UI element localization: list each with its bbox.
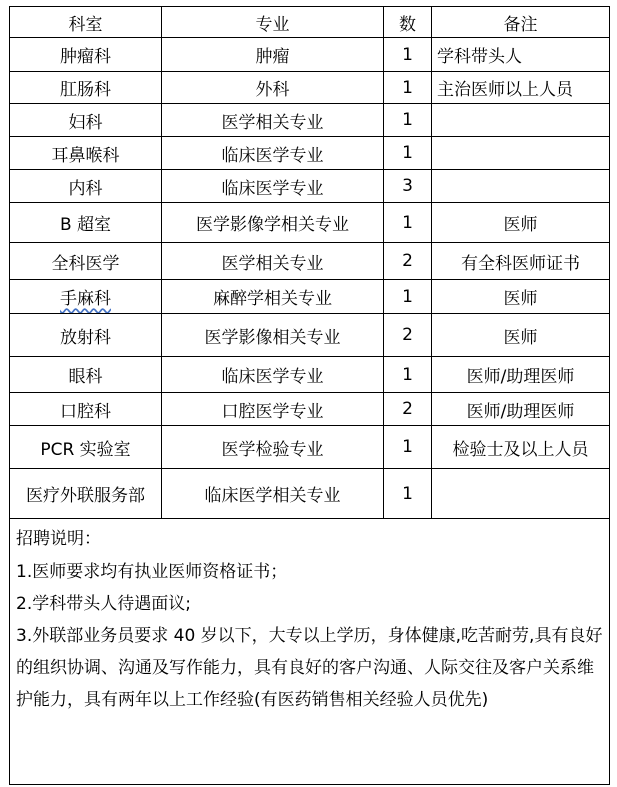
- remark-cell: 医师: [432, 280, 610, 314]
- remark-cell: 检验士及以上人员: [432, 426, 610, 469]
- note-item-1: 1.医师要求均有执业医师资格证书；: [16, 562, 288, 582]
- recruitment-notes: [10, 519, 610, 785]
- count-cell: 1: [384, 426, 432, 469]
- table-row: [10, 137, 610, 170]
- count-cell: 1: [384, 137, 432, 170]
- table-row: [10, 469, 610, 519]
- count-cell: 1: [384, 72, 432, 104]
- dept-cell: B 超室: [10, 203, 162, 243]
- remark-cell: [432, 469, 610, 519]
- count-cell: 2: [384, 243, 432, 280]
- header-count: 数: [384, 7, 432, 38]
- major-cell: 口腔医学专业: [162, 393, 384, 426]
- header-remark: 备注: [432, 7, 610, 38]
- major-cell: 临床医学专业: [162, 170, 384, 203]
- major-cell: 医学检验专业: [162, 426, 384, 469]
- remark-cell: [432, 137, 610, 170]
- major-cell: 医学影像学相关专业: [162, 203, 384, 243]
- dept-cell: 妇科: [10, 104, 162, 137]
- remark-cell: 有全科医师证书: [432, 243, 610, 280]
- note-item-3: 3.外联部业务员要求 40 岁以下，大专以上学历，身体健康,吃苦耐劳,具有良好的组织协调、沟通及写作能力，具有良好的客户沟通、人际交往及客户关系维护能力，具有两年以上工作经验(有医药销售相关经验人员优先): [16, 626, 603, 710]
- major-cell: 临床医学专业: [162, 137, 384, 170]
- note-item-2: 2.学科带头人待遇面议;: [16, 594, 191, 614]
- table-row: [10, 314, 610, 357]
- remark-cell: 主治医师以上人员: [432, 72, 610, 104]
- table-row: [10, 280, 610, 314]
- recruitment-table: [9, 6, 610, 785]
- notes-row: [10, 519, 610, 785]
- major-cell: 麻醉学相关专业: [162, 280, 384, 314]
- count-cell: 1: [384, 104, 432, 137]
- dept-cell: 医疗外联服务部: [10, 469, 162, 519]
- dept-cell: 放射科: [10, 314, 162, 357]
- dept-cell: 耳鼻喉科: [10, 137, 162, 170]
- major-cell: 医学相关专业: [162, 104, 384, 137]
- table-row: [10, 72, 610, 104]
- major-cell: 医学相关专业: [162, 243, 384, 280]
- major-cell: 医学影像相关专业: [162, 314, 384, 357]
- major-cell: 临床医学相关专业: [162, 469, 384, 519]
- count-cell: 3: [384, 170, 432, 203]
- remark-cell: 学科带头人: [432, 38, 610, 72]
- count-cell: 1: [384, 38, 432, 72]
- major-cell: 肿瘤: [162, 38, 384, 72]
- table-row: [10, 38, 610, 72]
- table-row: [10, 357, 610, 393]
- remark-cell: 医师: [432, 203, 610, 243]
- count-cell: 1: [384, 280, 432, 314]
- table-row: [10, 203, 610, 243]
- header-row: [10, 7, 610, 38]
- dept-cell: 肛肠科: [10, 72, 162, 104]
- dept-cell: [10, 280, 162, 314]
- header-major: 专业: [162, 7, 384, 38]
- major-cell: 外科: [162, 72, 384, 104]
- remark-cell: 医师: [432, 314, 610, 357]
- remark-cell: 医师/助理医师: [432, 357, 610, 393]
- count-cell: 2: [384, 393, 432, 426]
- table-row: [10, 243, 610, 280]
- remark-cell: [432, 104, 610, 137]
- count-cell: 1: [384, 357, 432, 393]
- table-row: [10, 393, 610, 426]
- remark-cell: 医师/助理医师: [432, 393, 610, 426]
- notes-title: 招聘说明：: [16, 529, 101, 549]
- dept-text: 手麻科: [60, 289, 111, 309]
- table-row: [10, 170, 610, 203]
- dept-cell: 全科医学: [10, 243, 162, 280]
- dept-cell: PCR 实验室: [10, 426, 162, 469]
- count-cell: 2: [384, 314, 432, 357]
- dept-cell: 内科: [10, 170, 162, 203]
- remark-cell: [432, 170, 610, 203]
- major-cell: 临床医学专业: [162, 357, 384, 393]
- dept-cell: 口腔科: [10, 393, 162, 426]
- table-row: [10, 104, 610, 137]
- count-cell: 1: [384, 203, 432, 243]
- count-cell: 1: [384, 469, 432, 519]
- dept-cell: 眼科: [10, 357, 162, 393]
- dept-cell: 肿瘤科: [10, 38, 162, 72]
- header-dept: 科室: [10, 7, 162, 38]
- table-row: [10, 426, 610, 469]
